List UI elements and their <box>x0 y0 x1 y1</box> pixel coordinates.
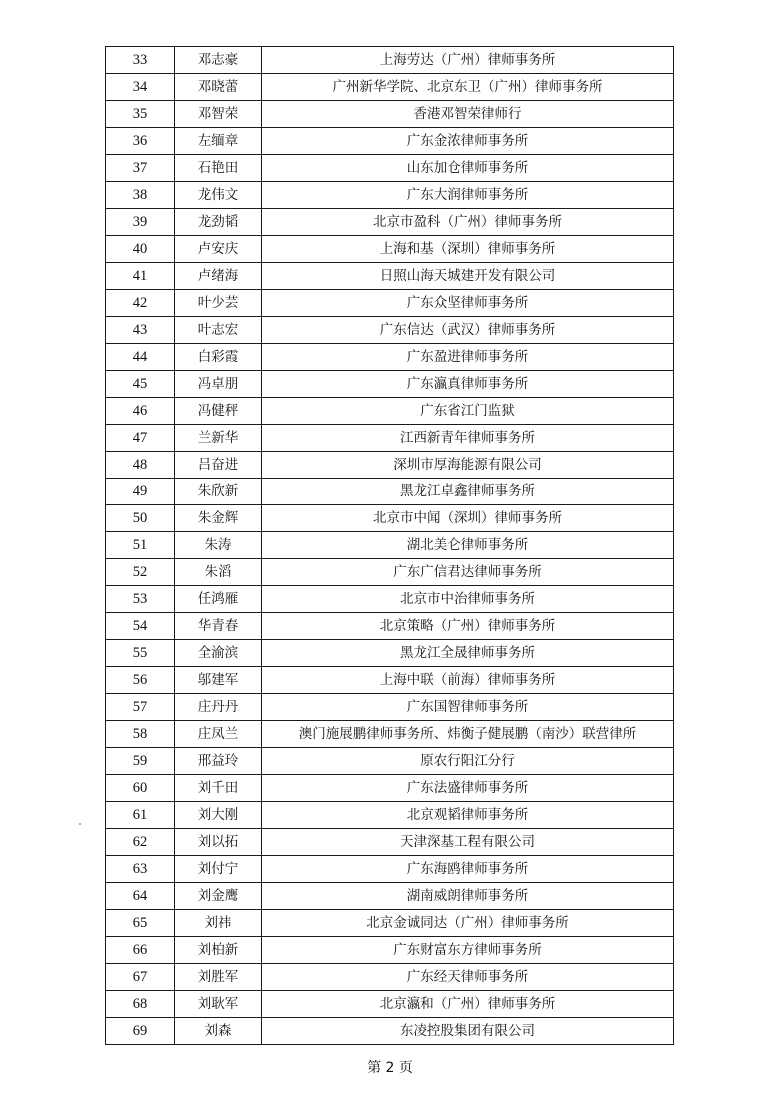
row-number-cell: 43 <box>106 316 175 343</box>
person-name-cell: 刘以拓 <box>175 829 262 856</box>
table-row <box>106 154 674 181</box>
row-number-cell: 39 <box>106 208 175 235</box>
row-number-cell: 45 <box>106 370 175 397</box>
row-number-cell: 55 <box>106 640 175 667</box>
person-name-cell: 龙劲韬 <box>175 208 262 235</box>
person-name-cell: 庄凤兰 <box>175 721 262 748</box>
organization-cell: 香港邓智荣律师行 <box>262 100 674 127</box>
row-number-cell: 46 <box>106 397 175 424</box>
organization-cell: 湖北美仑律师事务所 <box>262 532 674 559</box>
table-row <box>106 208 674 235</box>
person-name-cell: 刘付宁 <box>175 856 262 883</box>
row-number-cell: 62 <box>106 829 175 856</box>
organization-cell: 东凌控股集团有限公司 <box>262 1017 674 1044</box>
table-row <box>106 343 674 370</box>
organization-cell: 广东广信君达律师事务所 <box>262 559 674 586</box>
person-name-cell: 朱欣新 <box>175 478 262 505</box>
scan-speck <box>79 823 81 825</box>
person-name-cell: 庄丹丹 <box>175 694 262 721</box>
person-name-cell: 全渝滨 <box>175 640 262 667</box>
row-number-cell: 36 <box>106 127 175 154</box>
organization-cell: 广东金浓律师事务所 <box>262 127 674 154</box>
organization-cell: 广东信达（武汉）律师事务所 <box>262 316 674 343</box>
row-number-cell: 57 <box>106 694 175 721</box>
person-name-cell: 龙伟文 <box>175 181 262 208</box>
person-name-cell: 刘耿军 <box>175 990 262 1017</box>
row-number-cell: 42 <box>106 289 175 316</box>
person-name-cell: 刘千田 <box>175 775 262 802</box>
organization-cell: 北京市盈科（广州）律师事务所 <box>262 208 674 235</box>
table-row <box>106 829 674 856</box>
person-name-cell: 邬建军 <box>175 667 262 694</box>
person-name-cell: 刘胜军 <box>175 963 262 990</box>
organization-cell: 山东加仓律师事务所 <box>262 154 674 181</box>
person-name-cell: 华青春 <box>175 613 262 640</box>
row-number-cell: 54 <box>106 613 175 640</box>
row-number-cell: 34 <box>106 73 175 100</box>
organization-cell: 日照山海天城建开发有限公司 <box>262 262 674 289</box>
table-row <box>106 802 674 829</box>
row-number-cell: 47 <box>106 424 175 451</box>
organization-cell: 深圳市厚海能源有限公司 <box>262 451 674 478</box>
table-row <box>106 883 674 910</box>
organization-cell: 广东省江门监狱 <box>262 397 674 424</box>
row-number-cell: 65 <box>106 910 175 937</box>
row-number-cell: 68 <box>106 990 175 1017</box>
organization-cell: 广东瀛真律师事务所 <box>262 370 674 397</box>
person-name-cell: 刘森 <box>175 1017 262 1044</box>
organization-cell: 上海中联（前海）律师事务所 <box>262 667 674 694</box>
row-number-cell: 59 <box>106 748 175 775</box>
table-row <box>106 748 674 775</box>
organization-cell: 黑龙江卓鑫律师事务所 <box>262 478 674 505</box>
row-number-cell: 66 <box>106 936 175 963</box>
table-row <box>106 667 674 694</box>
person-name-cell: 叶少芸 <box>175 289 262 316</box>
person-name-cell: 白彩霞 <box>175 343 262 370</box>
organization-cell: 广东法盛律师事务所 <box>262 775 674 802</box>
person-name-cell: 卢绪海 <box>175 262 262 289</box>
table-row <box>106 856 674 883</box>
row-number-cell: 67 <box>106 963 175 990</box>
organization-cell: 上海劳达（广州）律师事务所 <box>262 47 674 74</box>
row-number-cell: 44 <box>106 343 175 370</box>
roster-table-body <box>106 47 674 1045</box>
organization-cell: 广东财富东方律师事务所 <box>262 936 674 963</box>
organization-cell: 广东大润律师事务所 <box>262 181 674 208</box>
table-row <box>106 721 674 748</box>
row-number-cell: 41 <box>106 262 175 289</box>
row-number-cell: 38 <box>106 181 175 208</box>
row-number-cell: 35 <box>106 100 175 127</box>
organization-cell: 北京市中闻（深圳）律师事务所 <box>262 505 674 532</box>
person-name-cell: 朱涛 <box>175 532 262 559</box>
table-row <box>106 936 674 963</box>
table-row <box>106 397 674 424</box>
organization-cell: 广东众坚律师事务所 <box>262 289 674 316</box>
person-name-cell: 刘柏新 <box>175 936 262 963</box>
organization-cell: 上海和基（深圳）律师事务所 <box>262 235 674 262</box>
person-name-cell: 刘金鹰 <box>175 883 262 910</box>
table-row <box>106 586 674 613</box>
person-name-cell: 刘大刚 <box>175 802 262 829</box>
table-row <box>106 424 674 451</box>
table-row <box>106 505 674 532</box>
table-row <box>106 100 674 127</box>
table-row <box>106 532 674 559</box>
person-name-cell: 石艳田 <box>175 154 262 181</box>
table-row <box>106 640 674 667</box>
table-row <box>106 370 674 397</box>
table-row <box>106 262 674 289</box>
person-name-cell: 兰新华 <box>175 424 262 451</box>
table-row <box>106 694 674 721</box>
person-name-cell: 邓志豪 <box>175 47 262 74</box>
table-row <box>106 316 674 343</box>
row-number-cell: 61 <box>106 802 175 829</box>
person-name-cell: 卢安庆 <box>175 235 262 262</box>
person-name-cell: 冯健秤 <box>175 397 262 424</box>
table-row <box>106 451 674 478</box>
row-number-cell: 50 <box>106 505 175 532</box>
person-name-cell: 冯卓朋 <box>175 370 262 397</box>
row-number-cell: 49 <box>106 478 175 505</box>
row-number-cell: 69 <box>106 1017 175 1044</box>
organization-cell: 天津深基工程有限公司 <box>262 829 674 856</box>
organization-cell: 广东经天律师事务所 <box>262 963 674 990</box>
row-number-cell: 51 <box>106 532 175 559</box>
roster-table <box>105 46 674 1045</box>
organization-cell: 北京市中治律师事务所 <box>262 586 674 613</box>
organization-cell: 黑龙江全晟律师事务所 <box>262 640 674 667</box>
organization-cell: 原农行阳江分行 <box>262 748 674 775</box>
person-name-cell: 邢益玲 <box>175 748 262 775</box>
table-row <box>106 181 674 208</box>
person-name-cell: 叶志宏 <box>175 316 262 343</box>
page-number: 第 2 页 <box>367 1060 413 1076</box>
row-number-cell: 58 <box>106 721 175 748</box>
row-number-cell: 37 <box>106 154 175 181</box>
table-row <box>106 47 674 74</box>
table-row <box>106 775 674 802</box>
row-number-cell: 53 <box>106 586 175 613</box>
row-number-cell: 60 <box>106 775 175 802</box>
organization-cell: 澳门施展鹏律师事务所、炜衡子健展鹏（南沙）联营律所 <box>262 721 674 748</box>
organization-cell: 江西新青年律师事务所 <box>262 424 674 451</box>
person-name-cell: 邓晓蕾 <box>175 73 262 100</box>
organization-cell: 广东海鸥律师事务所 <box>262 856 674 883</box>
table-row <box>106 613 674 640</box>
person-name-cell: 朱滔 <box>175 559 262 586</box>
organization-cell: 广东国智律师事务所 <box>262 694 674 721</box>
table-row <box>106 910 674 937</box>
person-name-cell: 任鸿雁 <box>175 586 262 613</box>
row-number-cell: 64 <box>106 883 175 910</box>
row-number-cell: 52 <box>106 559 175 586</box>
table-row <box>106 1017 674 1044</box>
person-name-cell: 邓智荣 <box>175 100 262 127</box>
organization-cell: 广州新华学院、北京东卫（广州）律师事务所 <box>262 73 674 100</box>
row-number-cell: 56 <box>106 667 175 694</box>
organization-cell: 北京策略（广州）律师事务所 <box>262 613 674 640</box>
table-row <box>106 990 674 1017</box>
row-number-cell: 63 <box>106 856 175 883</box>
person-name-cell: 朱金辉 <box>175 505 262 532</box>
table-row <box>106 963 674 990</box>
organization-cell: 广东盈进律师事务所 <box>262 343 674 370</box>
table-row <box>106 289 674 316</box>
table-row <box>106 235 674 262</box>
person-name-cell: 刘祎 <box>175 910 262 937</box>
table-row <box>106 559 674 586</box>
organization-cell: 北京瀛和（广州）律师事务所 <box>262 990 674 1017</box>
table-row <box>106 127 674 154</box>
organization-cell: 湖南威朗律师事务所 <box>262 883 674 910</box>
row-number-cell: 40 <box>106 235 175 262</box>
person-name-cell: 吕奋进 <box>175 451 262 478</box>
row-number-cell: 48 <box>106 451 175 478</box>
row-number-cell: 33 <box>106 47 175 74</box>
table-row <box>106 478 674 505</box>
organization-cell: 北京观韬律师事务所 <box>262 802 674 829</box>
table-row <box>106 73 674 100</box>
person-name-cell: 左缅章 <box>175 127 262 154</box>
organization-cell: 北京金诚同达（广州）律师事务所 <box>262 910 674 937</box>
